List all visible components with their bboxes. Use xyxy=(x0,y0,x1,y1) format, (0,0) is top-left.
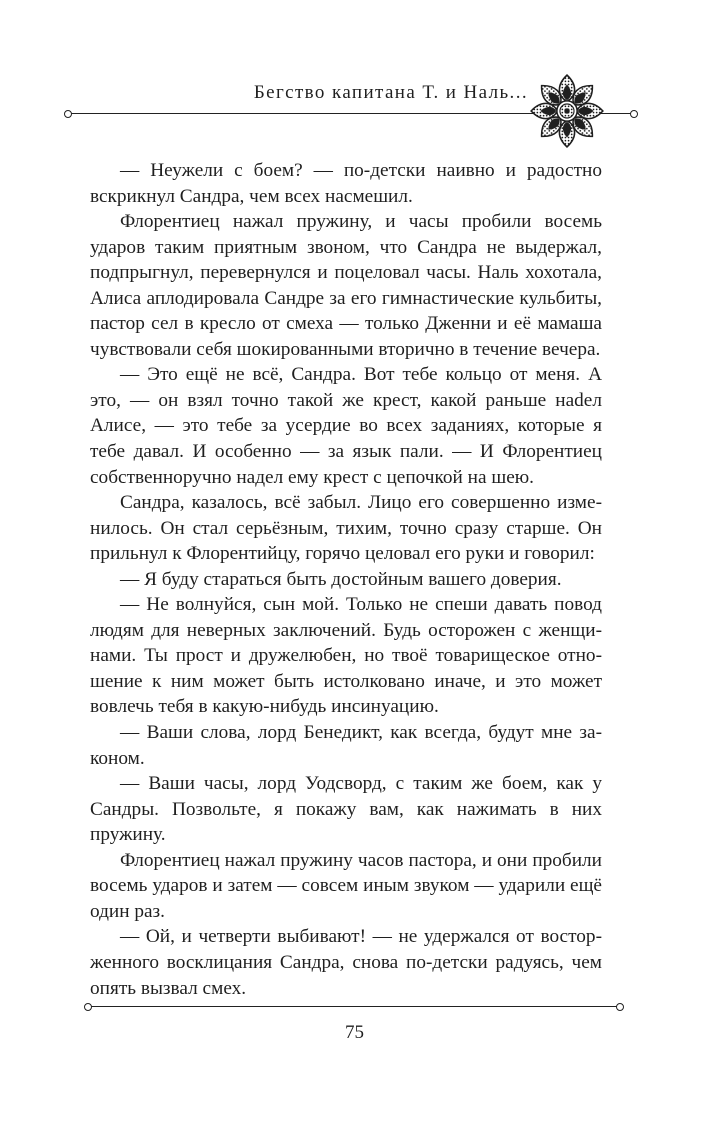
paragraph: — Неужели с боем? — по-детски наивно и радостно вскрикнул Сандра, чем всех насмешил. xyxy=(90,160,602,207)
paragraph: — Я буду стараться быть достойным вашего доверия. xyxy=(120,568,562,590)
paragraph: — Это ещё не всё, Сандра. Вот тебе кольцо от меня. А это, — он взял точно такой же крест, какой раньше наdел Алисе, — это тебе за усердие во всех заданиях, которые я тебе давал. И особенно — за язык пали. — И Флорентиец собственноручно надел ему крест с цепочкой на шею. xyxy=(90,364,602,488)
footer-rule xyxy=(90,1006,618,1007)
rule-end-dot xyxy=(616,1003,624,1011)
paragraph: Сандра, казалось, всё забыл. Лицо его совершенно изменилось. Он стал серьёзным, тихим, точно сразу старше. Он прильнул к Флорентийцу, горячо целовал его руки и говорил: xyxy=(90,492,602,565)
page-number: 75 xyxy=(345,1022,364,1043)
paragraph: — Ваши слова, лорд Бенедикт, как всегда, будут мне законом. xyxy=(90,722,602,769)
paragraph: Флорентиец нажал пружину часов пастора, и они пробили восемь ударов и затем — совсем иным звуком — ударили ещё один раз. xyxy=(90,849,602,922)
paragraph: — Ваши часы, лорд Уодсворд, с таким же боем, как у Сандры. Позвольте, я покажу вам, как нажимать в них пружину. xyxy=(90,773,602,846)
body-text xyxy=(90,158,602,1001)
paragraph: — Не волнуйся, сын мой. Только не спеши давать повод людям для неверных заключений. Будь осторожен с женщинами. Ты прост и дружелюбен, но твоё товарищеское отношение к ним может быть истолковано иначе, и это может вовлечь тебя в какую-нибудь инсинуацию. xyxy=(90,594,602,718)
mandala-flower-icon xyxy=(528,72,606,150)
rule-end-dot xyxy=(84,1003,92,1011)
paragraph: — Ой, и четверти выбивают! — не удержался от восторженного восклицания Сандра, снова по-детски радуясь, чем опять вызвал смех. xyxy=(90,926,602,999)
paragraph: Флорентиец нажал пружину, и часы пробили восемь ударов таким приятным звоном, что Сандра не выдержал, подпрыгнул, перевернулся и поцеловал часы. Наль хохотала, Алиса аплодировала Сандре за его гимнастические кульбиты, пастор сел в кресло от смеха — только Дженни и её мамаша чувствовали себя шокированными вторично в течение вечера. xyxy=(90,211,602,360)
running-title: Бегство капитана Т. и Наль... xyxy=(253,82,528,103)
rule-end-dot xyxy=(630,110,638,118)
rule-end-dot xyxy=(64,110,72,118)
